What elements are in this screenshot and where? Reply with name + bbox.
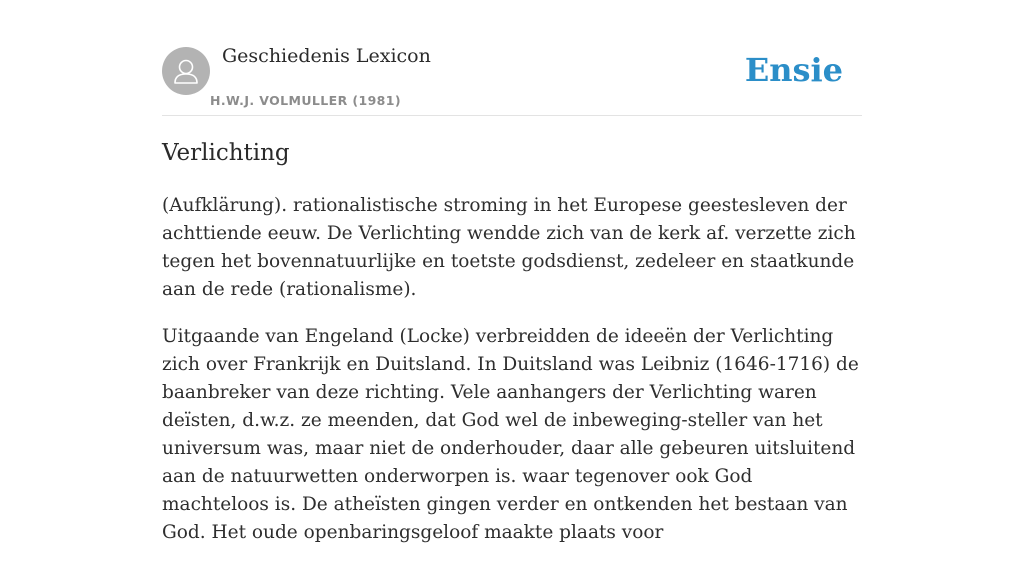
entry-title: Verlichting [162, 140, 290, 166]
source-header [162, 0, 862, 116]
brand-logo[interactable]: Ensie [744, 51, 843, 89]
entry-body [162, 192, 862, 566]
source-author[interactable]: H.W.J. VOLMULLER (1981) [210, 93, 401, 108]
entry-paragraph: (Aufklärung). rationalistische stroming in het Europese geestesleven der achttiende eeuw. De Verlichting wendde zich van de kerk af. verzette zich tegen het bovennatuurlijke en toetste godsdienst, zedeleer en staatkunde aan de rede (rationalisme). [162, 195, 856, 300]
entry-paragraph: Uitgaande van Engeland (Locke) verbreidden de ideeën der Verlichting zich over Frankrijk en Duitsland. In Duitsland was Leibniz (1646-1716) de baanbreker van deze richting. Vele aanhangers der Verlichting waren deïsten, d.w.z. ze meenden, dat God wel de inbeweging-steller van het universum was, maar niet de onderhouder, daar alle gebeuren uitsluitend aan de natuurwetten onderworpen is. waar tegenover ook God machteloos is. De atheïsten gingen verder en ontkenden het bestaan van God. Het oude openbaringsgeloof maakte plaats voor [162, 326, 859, 543]
user-icon [162, 47, 210, 95]
source-title[interactable]: Geschiedenis Lexicon [222, 45, 431, 67]
avatar[interactable] [162, 47, 210, 95]
